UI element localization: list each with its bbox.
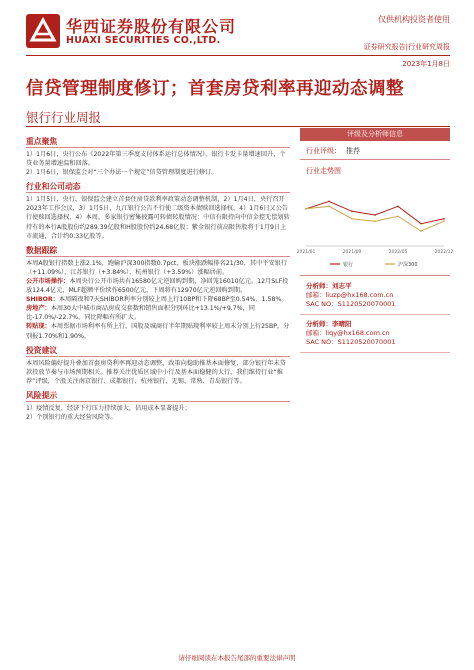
- shibor-text: 本周隔夜和7天SHIBOR利率分别较上周上行10BP和下降68BP至0.54%、1.58%。: [58, 296, 288, 304]
- report-date: 2023年1月8日: [402, 60, 450, 68]
- sidebar: [296, 128, 454, 346]
- money-market-label: 公开市场操作：: [26, 277, 70, 285]
- chart-label: 行业走势图: [306, 167, 341, 175]
- risk-heading: 风险提示: [26, 390, 58, 400]
- analyst-1-sac: SAC NO：S1120520070001: [306, 300, 396, 308]
- analyst-1: [306, 282, 396, 309]
- sidebar-header: 评级及分析师信息: [300, 128, 450, 141]
- x-tick-label: 2021/01: [296, 250, 316, 255]
- company-name-en: HUAXI SECURITIES CO.,LTD.: [66, 35, 221, 46]
- tracking-heading: 数据跟踪: [26, 245, 58, 255]
- risk-item-1: 1）疫情反复，经济下行压力持续加大，信用成本显著提升；: [26, 404, 191, 412]
- rating-value: 推荐: [346, 147, 360, 155]
- audience-note: 仅供机构投资者使用: [378, 15, 450, 24]
- news-text: 1）1月5日，央行、银保监会建立首套住房贷款利率政策动态调整机制，2）1月4日，央行召开2023年工作会议，3）1月5日，九江银行公告不行使二级资本债赎回选择权，4）1月6日又公告行使赎回选择权，4）本周，多家银行密集披露可转债转股情况：中信有限持向中信金控无偿划转持有的本行A股股份约289.39亿股和H股股份约24.68亿股；紫金银行前高限售股将于1月9日上市流通，合计约0.33亿股等。: [26, 196, 290, 240]
- analyst-2-email[interactable]: 邮箱：liqy@hx168.com.cn: [306, 329, 390, 337]
- shibor-paragraph: [26, 295, 290, 304]
- x-tick-label: 2021/09: [342, 250, 362, 255]
- data-point: [420, 223, 422, 225]
- analyst-2-sac: SAC NO：S1120520070001: [306, 338, 396, 346]
- advice-text: 本周风险偏好提升叠加首套房贷利率再迎动态调整，政策向稳助推基本面修复，部分银行年末贷款投放节奏与市场预期相关。推荐关注优质区域中小行及基本面稳健的大行，我们维持行业“推荐”评级，个股关注南京银行、成都银行、杭州银行、无锡、常熟、青岛银行等。: [26, 359, 286, 385]
- series-line-0: [306, 201, 444, 223]
- money-market-paragraph: [26, 277, 290, 295]
- title-divider: [26, 126, 450, 127]
- data-point: [305, 208, 307, 210]
- discount-text: 本周票据市场利率有所上行，国股及城商行半年期贴现利率较上周末分别上行25BP，分别报1.70%和1.90%。: [26, 323, 290, 340]
- section-divider: [26, 401, 290, 402]
- x-tick-label: 2022/12: [434, 250, 454, 255]
- real-estate-label: 房地产：: [26, 305, 51, 313]
- tracking-summary: 本周A股银行指数上涨2.1%，跑输沪深300指数0.7pct，板块涨跌幅排名21/30，其中平安银行（+11.09%）、江苏银行（+3.84%）、杭州银行（+3.59%）涨幅居前。: [26, 259, 288, 276]
- data-point: [443, 220, 445, 222]
- shibor-label: SHIBOR：: [26, 296, 59, 304]
- huaxi-logo-icon: [26, 14, 60, 48]
- main-column: [26, 132, 290, 648]
- report-title: 信贷管理制度修订；首套房贷利率再迎动态调整: [26, 79, 404, 99]
- data-point: [443, 218, 445, 220]
- real-estate-text: 本周30大中城市商品房成交套数和销售面积分别环比+13.1%/+9.7%，同比-17.0%/-22.7%，同比降幅有所扩大。: [26, 305, 255, 322]
- legal-footer: 请仔细阅读在本报告尾部的重要法律声明: [178, 654, 296, 662]
- x-tick-label: 2022/05: [388, 250, 408, 255]
- section-divider: [26, 256, 290, 257]
- discount-label: 转贴现：: [26, 323, 51, 331]
- risk-item-2: 2）个别银行的重大经营风险等。: [26, 413, 117, 421]
- focus-item-1: 1）1月6日，央行公布《2022年第三季度支付体系运行总体情况》，银行卡发卡量增速回升，个贷业务量增速温和回落。: [26, 151, 286, 168]
- analyst-1-email[interactable]: 邮箱：liuzp@hx168.com.cn: [306, 291, 394, 299]
- header-divider: [26, 55, 450, 56]
- section-divider: [26, 192, 290, 193]
- focus-item-2: 2）1月6日，银保监会对“三个办法一个规定”信贷管理制度进行修订。: [26, 169, 218, 177]
- industry-trend-chart: [296, 178, 454, 273]
- focus-heading: 重点聚焦: [26, 137, 58, 146]
- series-line-1: [306, 206, 444, 231]
- legend-label: 沪深300: [398, 262, 418, 268]
- rating-label: 行业评级：: [306, 147, 341, 155]
- data-point: [374, 214, 376, 216]
- report-header: [0, 0, 474, 68]
- analyst-2: [306, 320, 396, 347]
- company-name-cn: 华西证券股份有限公司: [66, 17, 237, 36]
- money-market-text: 本周央行公开市场共有16580亿元逆回购到期，净回笼16010亿元。12月SLF投放124.4亿元，MLF超额平价续作6500亿元，下周将有12970亿元逆回购到期。: [26, 277, 289, 295]
- analyst-divider: [300, 314, 450, 315]
- data-point: [397, 206, 399, 208]
- analyst-divider: [300, 352, 450, 353]
- section-divider: [26, 356, 290, 357]
- data-point: [351, 210, 353, 212]
- report-subtitle: 银行行业周报: [26, 110, 102, 125]
- advice-heading: 投资建议: [26, 345, 58, 355]
- data-point: [397, 215, 399, 217]
- data-point: [351, 218, 353, 220]
- data-point: [420, 230, 422, 232]
- news-heading: 行业和公司动态: [26, 182, 81, 192]
- discount-paragraph: [26, 322, 290, 340]
- data-point: [328, 201, 330, 203]
- legend-label: 银行: [343, 262, 354, 268]
- data-point: [374, 220, 376, 222]
- sidebar-divider: [300, 159, 450, 160]
- section-divider: [26, 147, 290, 148]
- analyst-1-name: 分析师：刘志平: [306, 282, 352, 290]
- real-estate-paragraph: [26, 304, 290, 322]
- sidebar-divider: [300, 275, 450, 276]
- analyst-2-name: 分析师：李晴阳: [306, 320, 352, 328]
- data-point: [328, 206, 330, 208]
- report-type: 证券研究报告|行业研究周报: [363, 43, 450, 51]
